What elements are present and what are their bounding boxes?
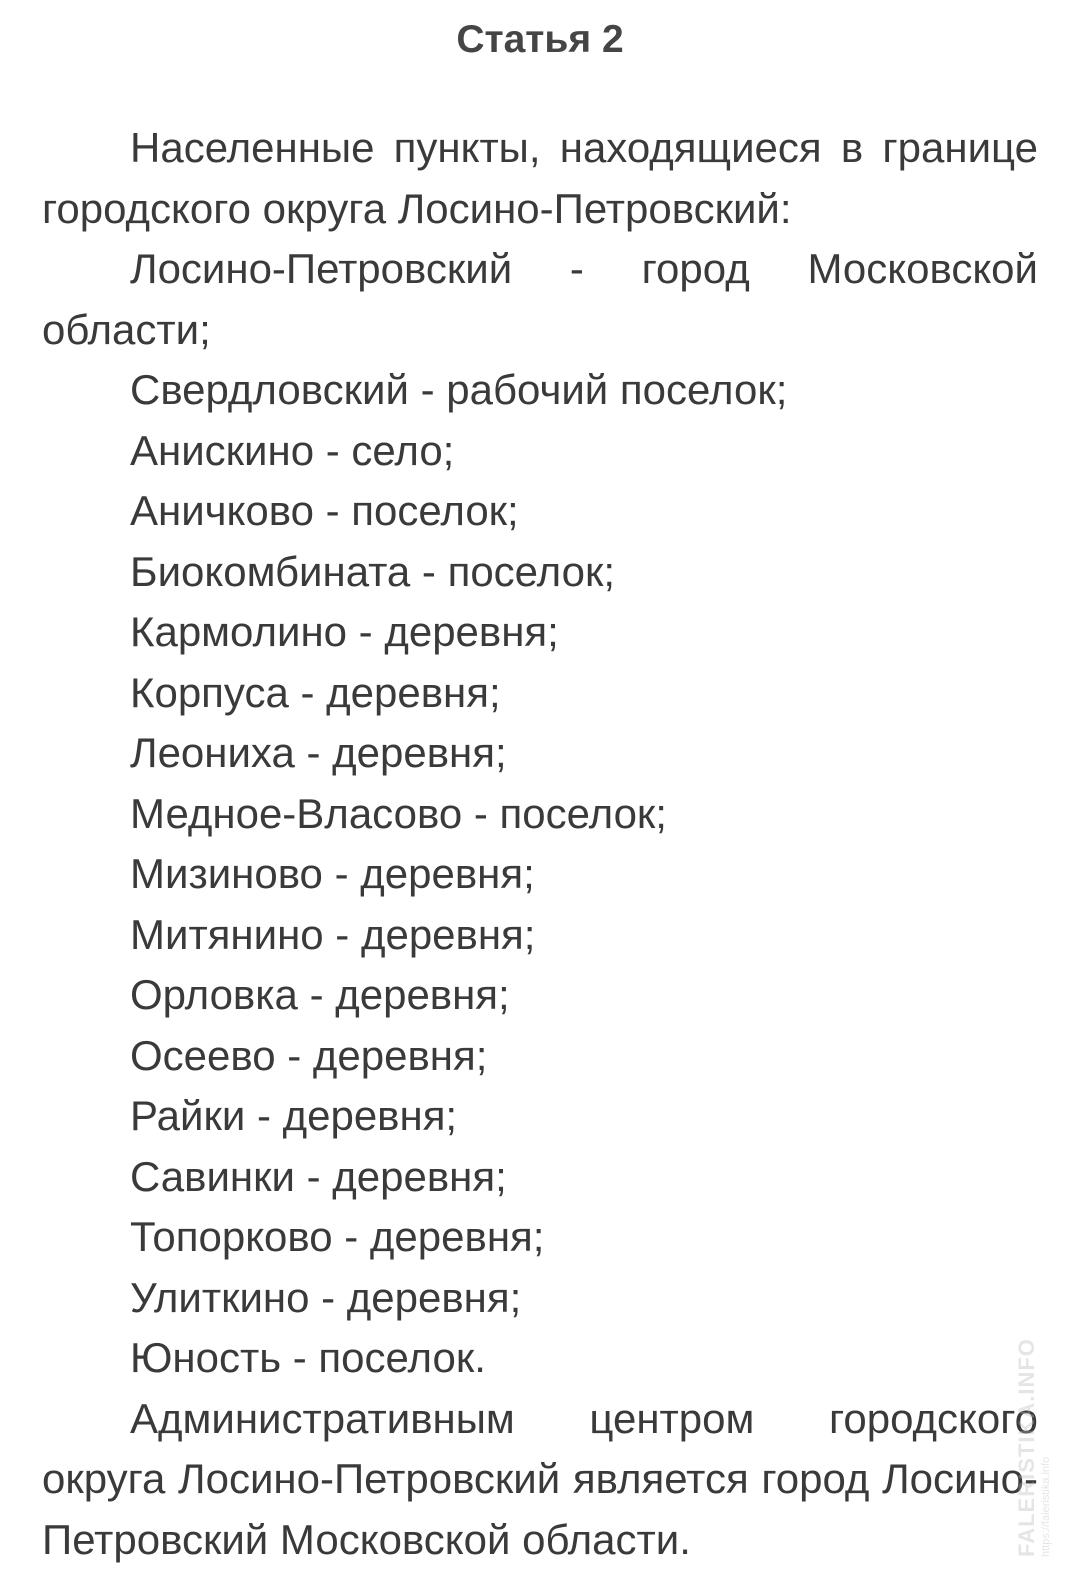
- list-item: Райки - деревня;: [42, 1086, 1038, 1147]
- paragraph-conclusion: Административным центром городского округа Лосино-Петровский является город Лосино-Петровский Московской области.: [42, 1389, 1038, 1570]
- list-item: Корпуса - деревня;: [42, 663, 1038, 724]
- watermark-title: FALERISTIKA.INFO: [1014, 1338, 1040, 1557]
- watermark-url: https://faleristika.info: [1040, 1457, 1052, 1557]
- list-item: Свердловский - рабочий поселок;: [42, 360, 1038, 421]
- list-item: Митянино - деревня;: [42, 905, 1038, 966]
- list-item: Осеево - деревня;: [42, 1026, 1038, 1087]
- list-item: Биокомбината - поселок;: [42, 542, 1038, 603]
- list-item: Улиткино - деревня;: [42, 1268, 1038, 1329]
- list-item: Савинки - деревня;: [42, 1147, 1038, 1208]
- list-item: Аничково - поселок;: [42, 481, 1038, 542]
- list-item: Мизиново - деревня;: [42, 844, 1038, 905]
- list-item: Лосино-Петровский - город Московской области;: [42, 239, 1038, 360]
- document-page: [42, 0, 1038, 1570]
- list-item: Леониха - деревня;: [42, 723, 1038, 784]
- article-title: Статья 2: [42, 0, 1038, 66]
- list-item: Юность - поселок.: [42, 1328, 1038, 1389]
- list-item: Анискино - село;: [42, 421, 1038, 482]
- list-item: Топорково - деревня;: [42, 1207, 1038, 1268]
- list-item: Орловка - деревня;: [42, 965, 1038, 1026]
- list-item: Медное-Власово - поселок;: [42, 784, 1038, 845]
- site-watermark: [1010, 1357, 1062, 1557]
- paragraph-intro: Населенные пункты, находящиеся в границе городского округа Лосино-Петровский:: [42, 118, 1038, 239]
- list-item: Кармолино - деревня;: [42, 602, 1038, 663]
- article-body: [42, 118, 1038, 1570]
